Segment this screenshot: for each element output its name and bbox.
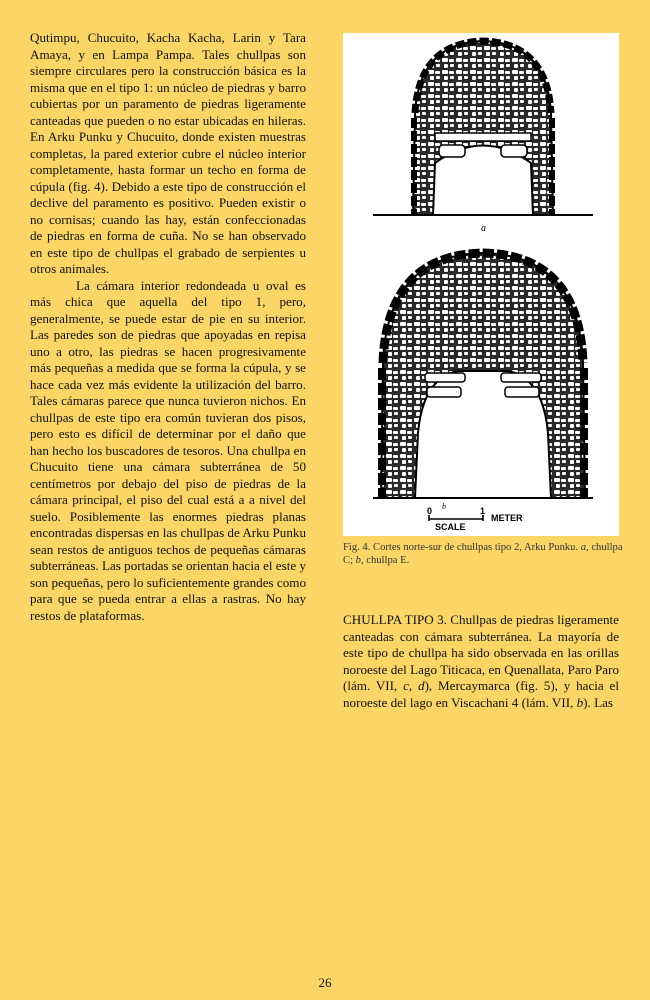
section-a-label: a	[481, 223, 486, 234]
section-b-label: b	[442, 502, 446, 511]
chullpa-sections-drawing	[343, 33, 619, 536]
scale-zero: 0	[427, 506, 433, 516]
scale-word: SCALE	[435, 522, 466, 532]
scale-unit: METER	[491, 513, 523, 523]
paragraph-2: La cámara interior redondeada u oval es más chica que aquella del tipo 1, pero, generalmente, se puede estar de pie en su interior. Las paredes son de piedras que apoyadas en repisa uno a otro, las piedras se hacen progresivamente más pequeñas a medida que se forma la cúpula, y se hace cada vez más evidente la utilización del barro. Tales cámaras parece que nunca tuvieron nichos. En chullpas de este tipo era común tuvieran dos pisos, pero esto es difícil de determinar por el daño que han hecho los buscadores de tesoros. Una chullpa en Chucuito tiene una cámara subterránea de 50 centímetros por debajo del piso de piedras de la cámara principal, el piso del cual está a a nivel del suelo. Posiblemente las enormes piedras planas encontradas dispersas en las chullpas de Arku Punku sean restos de antiguos techos de pequeñas cámaras subterráneas. Las portadas se orientan hacia el este y son pequeñas, pero lo suficientemente grandes como para que se pueda entrar a ellas a rastras. No hay restos de plataformas.	[30, 277, 306, 623]
paragraph-1: Qutimpu, Chucuito, Kacha Kacha, Larin y Tara Amaya, y en Lampa Pampa. Tales chullpas son siempre circulares pero la construcción básica es la misma que en el tipo 1: un núcleo de piedras y barro cubiertas por un paramento de piedras ligeramente canteadas que pueden o no estar ubicadas en hileras. En Arku Punku y Chucuito, donde existen muestras completas, la pared exterior cubre el núcleo interior completamente, hasta formar un techo en forma de cúpula (fig. 4). Debido a este tipo de construcción el declive del paramento es positivo. Pueden existir o no cornisas; cuando las hay, están confeccionadas de piedras en forma de cuña. No se han observado en este tipo de chullpas el grabado de serpientes u otros animales.	[30, 30, 306, 276]
figure-4	[343, 33, 619, 536]
left-text-column	[30, 30, 306, 624]
figure-caption: Fig. 4. Cortes norte-sur de chullpas tipo 2, Arku Punku. a, chullpa C; b, chullpa E.	[343, 542, 623, 566]
section-b	[373, 253, 593, 498]
section-a	[373, 41, 593, 234]
scale-bar	[427, 502, 523, 532]
scale-one: 1	[480, 506, 486, 516]
right-text-column	[343, 612, 619, 711]
paragraph-chullpa-tipo-3: CHULLPA TIPO 3. Chullpas de piedras ligeramente canteadas con cámara subterránea. La mayoría de este tipo de chullpa ha sido observada en las orillas noroeste del Lago Titicaca, en Quenallata, Paro Paro (lám. VII, c, d), Mercaymarca (fig. 5), y hacia el noroeste del lago en Viscachani 4 (lám. VII, b). Las	[343, 612, 620, 710]
page-number: 26	[318, 975, 332, 990]
